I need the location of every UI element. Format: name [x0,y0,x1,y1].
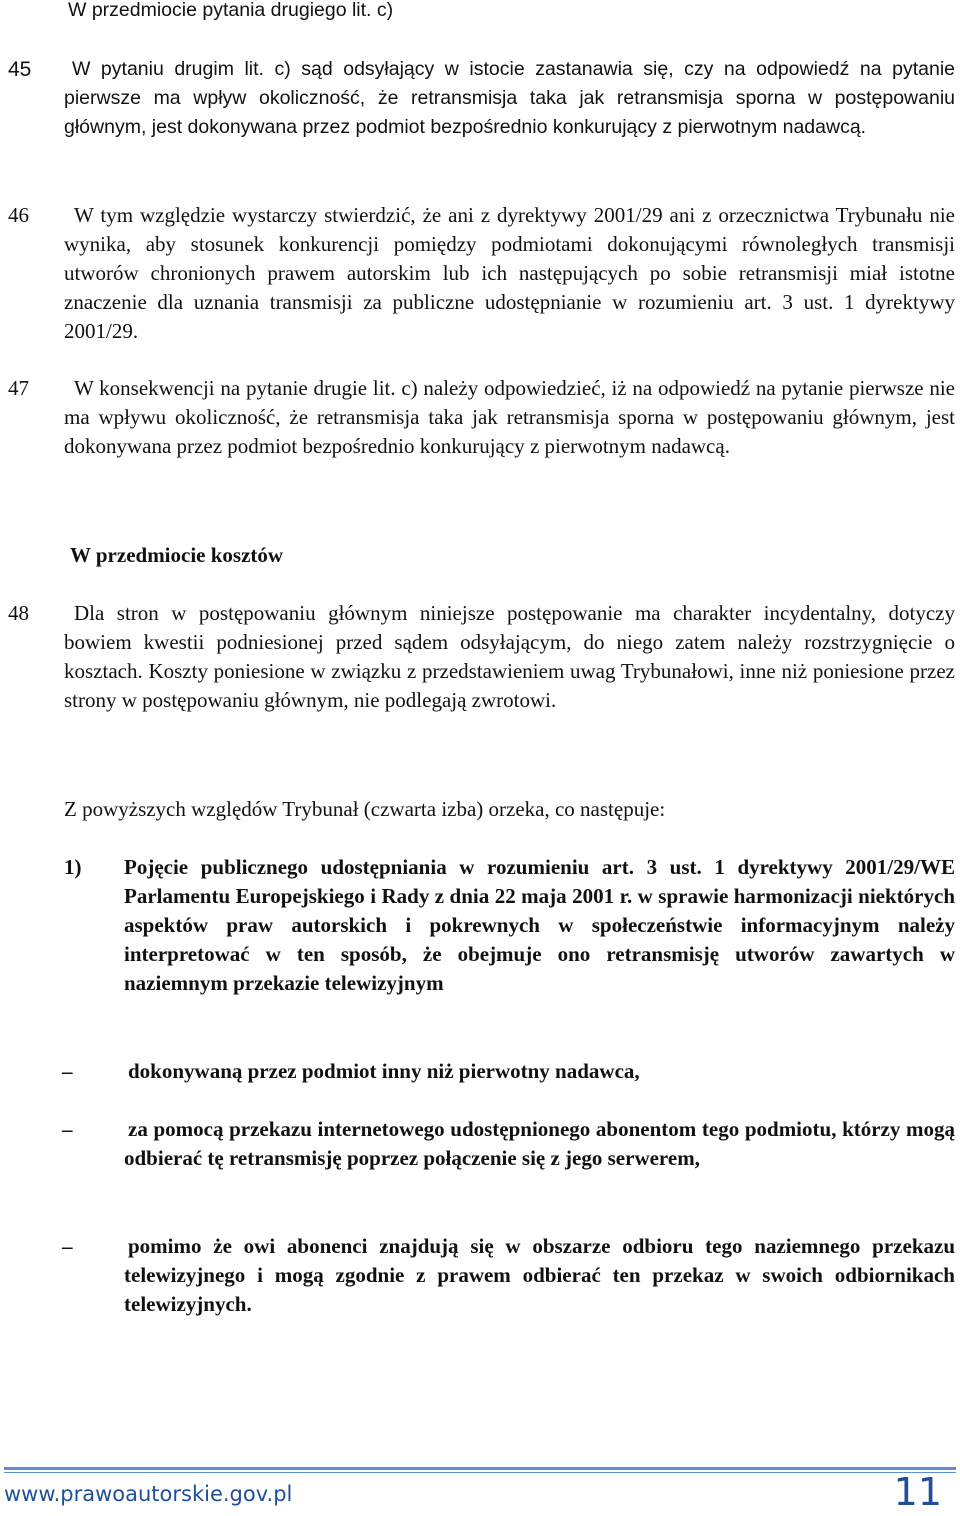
paragraph-47-text: W konsekwencji na pytanie drugie lit. c) należy odpowiedzieć, iż na odpowiedź na pytanie pierwsze nie ma wpływu okoliczność, że retransmisja taka jak retransmisja sporna w postępowaniu głównym, jest dokonywana przez podmiot bezpośrednio konkurujący z pierwotnym nadawcą. [64,376,955,458]
paragraph-48-text: Dla stron w postępowaniu głównym niniejsze postępowanie ma charakter incydentalny, dotyczy bowiem kwestii podniesionej przed sądem odsyłającym, do niego zatem należy rozstrzygnięcie o kosztach. Koszty poniesione w związku z przedstawieniem uwag Trybunałowi, inne niż poniesione przez strony w postępowaniu głównym, nie podlegają zwrotowi. [64,601,955,712]
footer-rule [4,1467,956,1470]
paragraph-number-45: 45 [8,58,32,81]
operative-text: Pojęcie publicznego udostępniania w rozumieniu art. 3 ust. 1 dyrektywy 2001/29/WE Parlamentu Europejskiego i Rady z dnia 22 maja 2001 r. w sprawie harmonizacji niektórych aspektów praw autorskich i pokrewnych w społeczeństwie informacyjnym należy interpretować w ten sposób, że obejmuje ono retransmisję utworów zawartych w naziemnym przekazie telewizyjnym [124,855,955,995]
paragraph-number-46: 46 [8,203,29,227]
paragraph-45-text: W pytaniu drugim lit. c) sąd odsyłający w istocie zastanawia się, czy na odpowiedź na pytanie pierwsze ma wpływ okoliczność, że retransmisja taka jak retransmisja sporna w postępowaniu głównym, jest dokonywana przez podmiot bezpośrednio konkurujący z pierwotnym nadawcą. [64,58,955,138]
section-heading-question-2c: W przedmiocie pytania drugiego lit. c) [68,0,394,21]
bullet-dash-2: – [62,1117,73,1141]
paragraph-46-text: W tym względzie wystarczy stwierdzić, że ani z dyrektywy 2001/29 ani z orzecznictwa Trybunału nie wynika, aby stosunek konkurencji pomiędzy podmiotami dokonującymi równoległych transmisji utworów chronionych prawem autorskim lub ich następujących po sobie retransmisji miał istotne znaczenie dla uznania transmisji za publiczne udostępnianie w rozumieniu art. 3 ust. 1 dyrektywy 2001/29. [64,203,955,343]
bullet-text-3: pomimo że owi abonenci znajdują się w obszarze odbioru tego naziemnego przekazu telewizyjnego i mogą zgodnie z prawem odbierać ten przekaz w swoich odbiornikach telewizyjnych. [124,1234,955,1316]
operative-number: 1) [64,855,82,879]
page-number: 11 [893,1470,942,1514]
paragraph-number-48: 48 [8,601,29,625]
bullet-dash-3: – [62,1234,73,1258]
footer-website-link[interactable]: www.prawoautorskie.gov.pl [4,1482,293,1506]
bullet-dash-1: – [62,1059,73,1083]
bullet-text-2: za pomocą przekazu internetowego udostępnionego abonentom tego podmiotu, którzy mogą odbierać tę retransmisję poprzez połączenie się z jego serwerem, [124,1117,955,1170]
paragraph-number-47: 47 [8,376,29,400]
bullet-text-1: dokonywaną przez podmiot inny niż pierwotny nadawca, [128,1059,640,1083]
ruling-intro: Z powyższych względów Trybunał (czwarta izba) orzeka, co następuje: [64,797,666,821]
section-heading-costs: W przedmiocie kosztów [70,543,284,567]
footer-rule-thin [4,1472,956,1473]
